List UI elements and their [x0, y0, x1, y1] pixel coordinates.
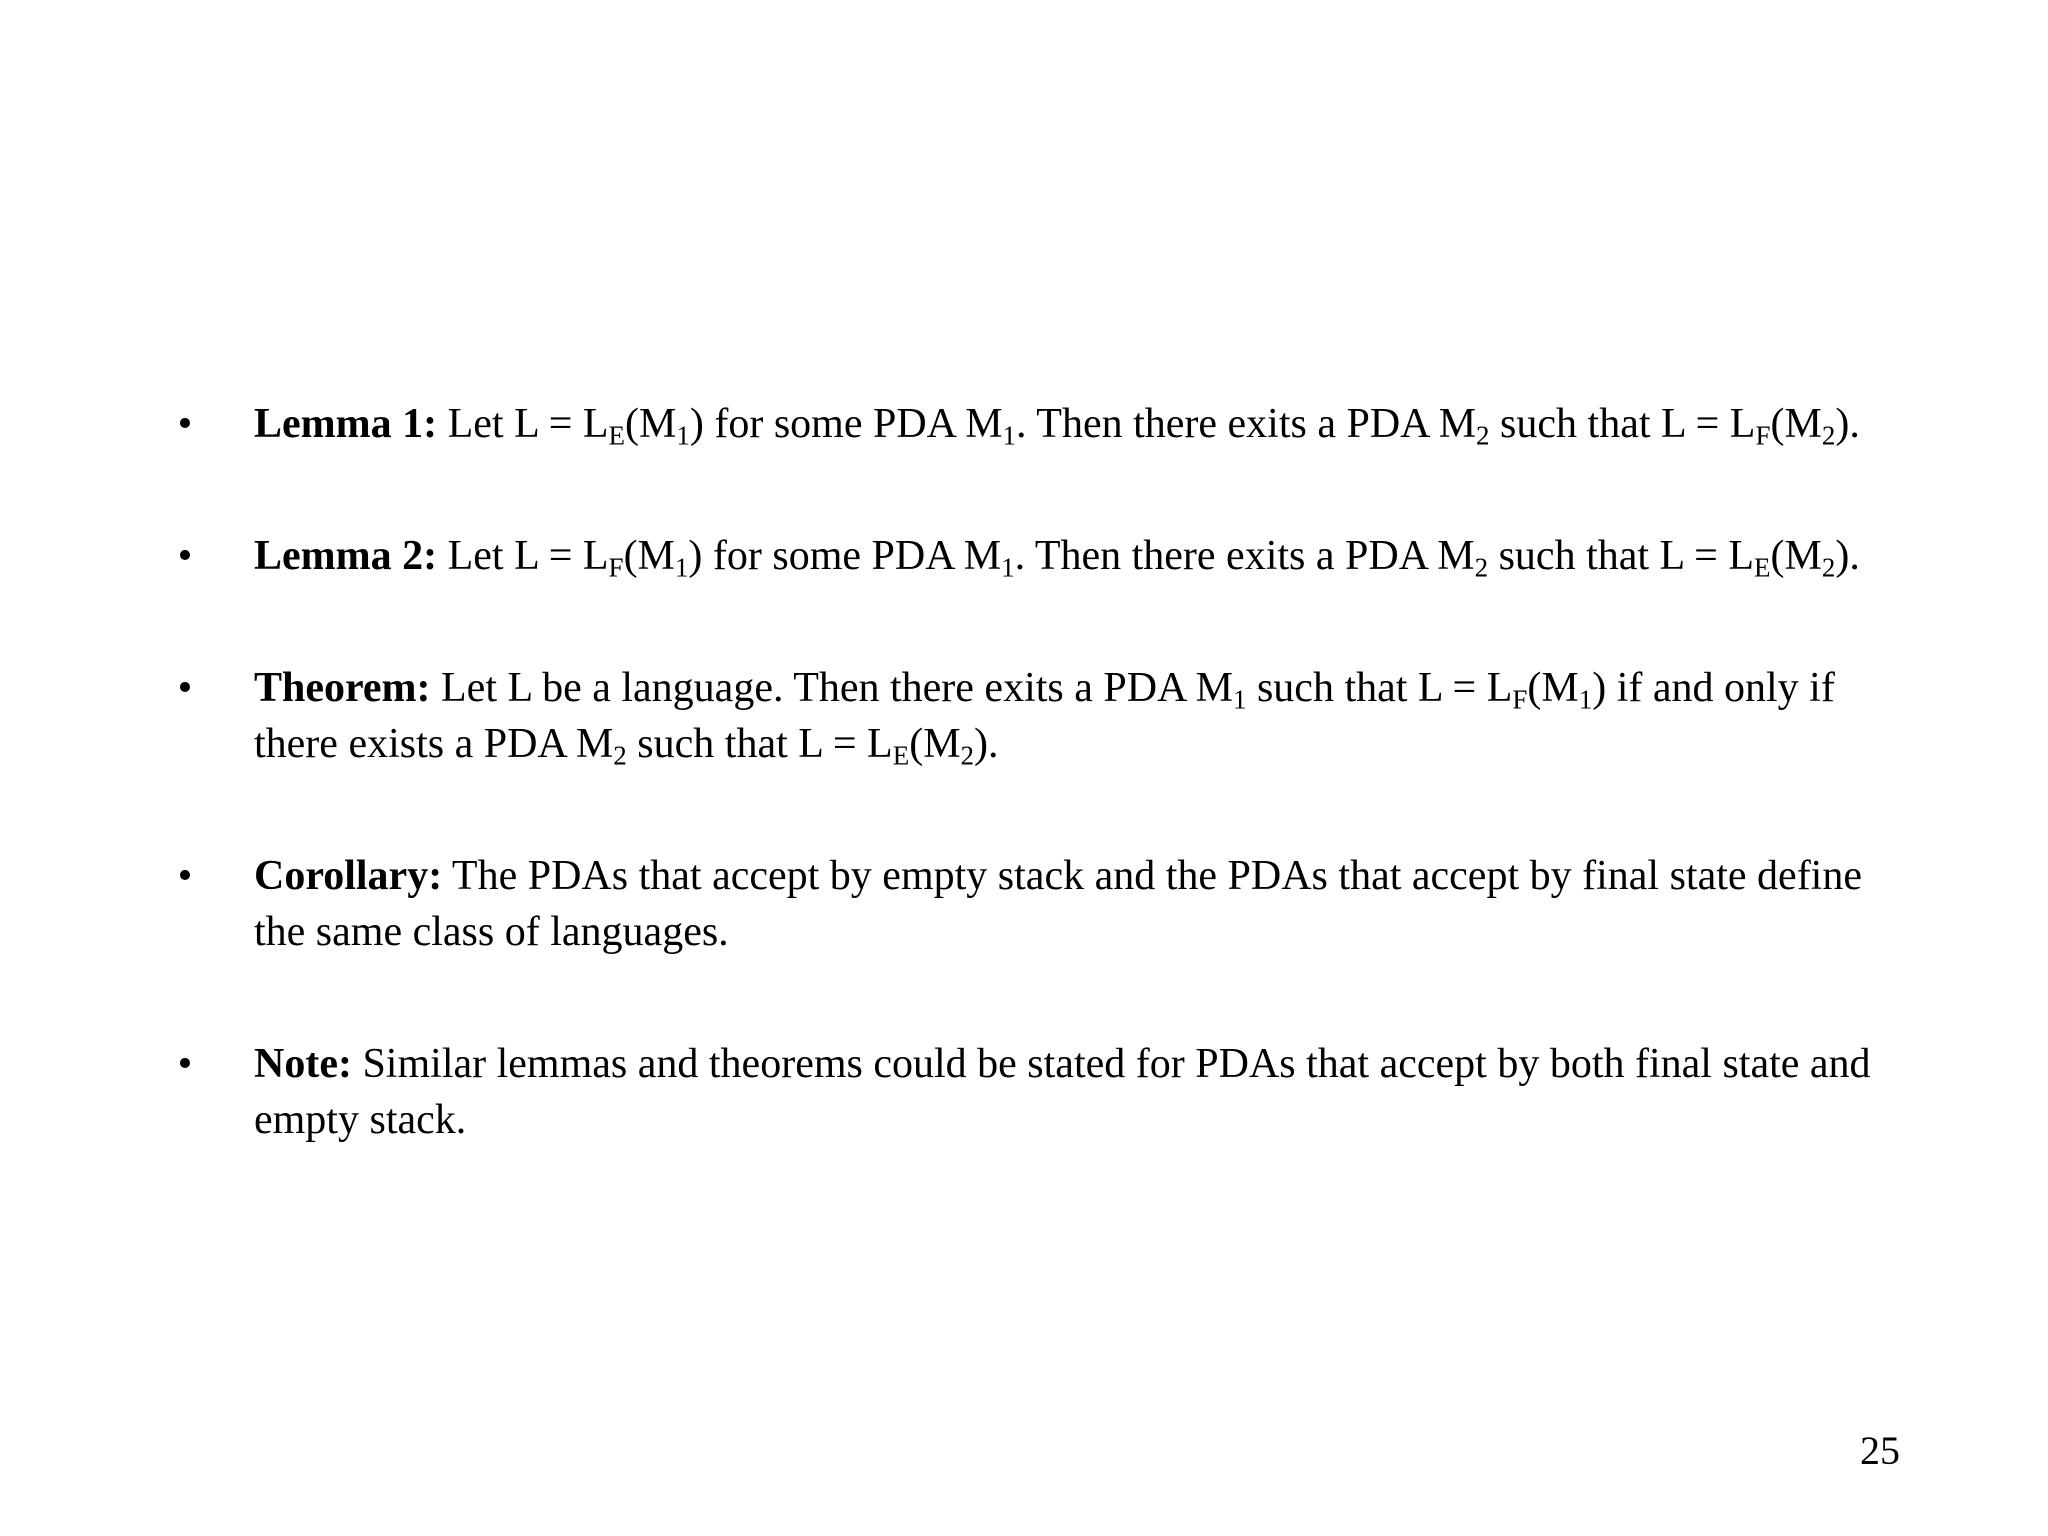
item-text: (M — [909, 721, 961, 767]
item-text: (M — [1770, 533, 1822, 579]
item-text: such that L = L — [1488, 533, 1754, 579]
subscript: 1 — [1578, 684, 1593, 715]
bullet-item-lemma-2 — [170, 528, 1910, 584]
item-text: ) for some PDA M — [689, 401, 1003, 447]
bullet-list — [170, 396, 1910, 1224]
item-text: . Then there exits a PDA M — [1016, 401, 1477, 447]
item-text: (M — [1527, 665, 1579, 711]
item-lead: Corollary: — [254, 853, 443, 899]
subscript: 1 — [1001, 552, 1015, 583]
bullet-icon: • — [177, 1041, 193, 1087]
item-lead: Lemma 2: — [254, 533, 438, 579]
page-number: 25 — [1860, 1428, 1900, 1473]
bullet-item-lemma-1 — [170, 396, 1910, 452]
subscript: 1 — [1002, 420, 1017, 451]
subscript: F — [1512, 684, 1528, 715]
item-text: ). — [974, 721, 999, 767]
subscript: E — [892, 740, 910, 771]
bullet-item-theorem — [170, 660, 1910, 772]
item-text: Let L = L — [437, 533, 609, 579]
subscript: F — [608, 552, 624, 583]
item-lead: Lemma 1: — [254, 401, 438, 447]
subscript: 1 — [674, 552, 689, 583]
item-text: ) for some PDA M — [688, 533, 1002, 579]
item-text: (M — [1770, 401, 1822, 447]
subscript: 1 — [676, 420, 690, 451]
bullet-item-note — [170, 1036, 1910, 1148]
subscript: E — [1753, 552, 1771, 583]
bullet-icon: • — [177, 401, 193, 447]
item-text: ). — [1835, 401, 1860, 447]
item-text: Let L be a language. Then there exits a PDA M — [430, 665, 1233, 711]
item-lead: Note: — [254, 1041, 352, 1087]
subscript: 1 — [1232, 684, 1247, 715]
item-lead: Theorem: — [254, 665, 431, 711]
bullet-icon: • — [177, 533, 193, 579]
item-text: such that L = L — [626, 721, 893, 767]
subscript: 2 — [1821, 552, 1836, 583]
item-text: Let L = L — [437, 401, 609, 447]
subscript: 2 — [1476, 420, 1490, 451]
bullet-item-corollary — [170, 848, 1910, 960]
subscript: 2 — [1821, 420, 1836, 451]
item-text: The PDAs that accept by empty stack and the PDAs that accept by final state define the same class of languages. — [254, 853, 1862, 955]
item-text: such that L = L — [1246, 665, 1513, 711]
item-text: ) if and only if there exists a PDA M — [254, 665, 1835, 767]
item-text: such that L = L — [1489, 401, 1756, 447]
bullet-icon: • — [177, 853, 193, 899]
item-text: (M — [623, 533, 675, 579]
item-text: ). — [1835, 533, 1860, 579]
item-text: . Then there exits a PDA M — [1014, 533, 1475, 579]
item-text: Similar lemmas and theorems could be stated for PDAs that accept by both final state and empty stack. — [254, 1041, 1871, 1143]
subscript: 2 — [960, 740, 975, 771]
subscript: E — [608, 420, 626, 451]
subscript: 2 — [1474, 552, 1489, 583]
bullet-icon: • — [177, 665, 193, 711]
subscript: 2 — [613, 740, 627, 771]
item-text: (M — [625, 401, 677, 447]
subscript: F — [1755, 420, 1771, 451]
